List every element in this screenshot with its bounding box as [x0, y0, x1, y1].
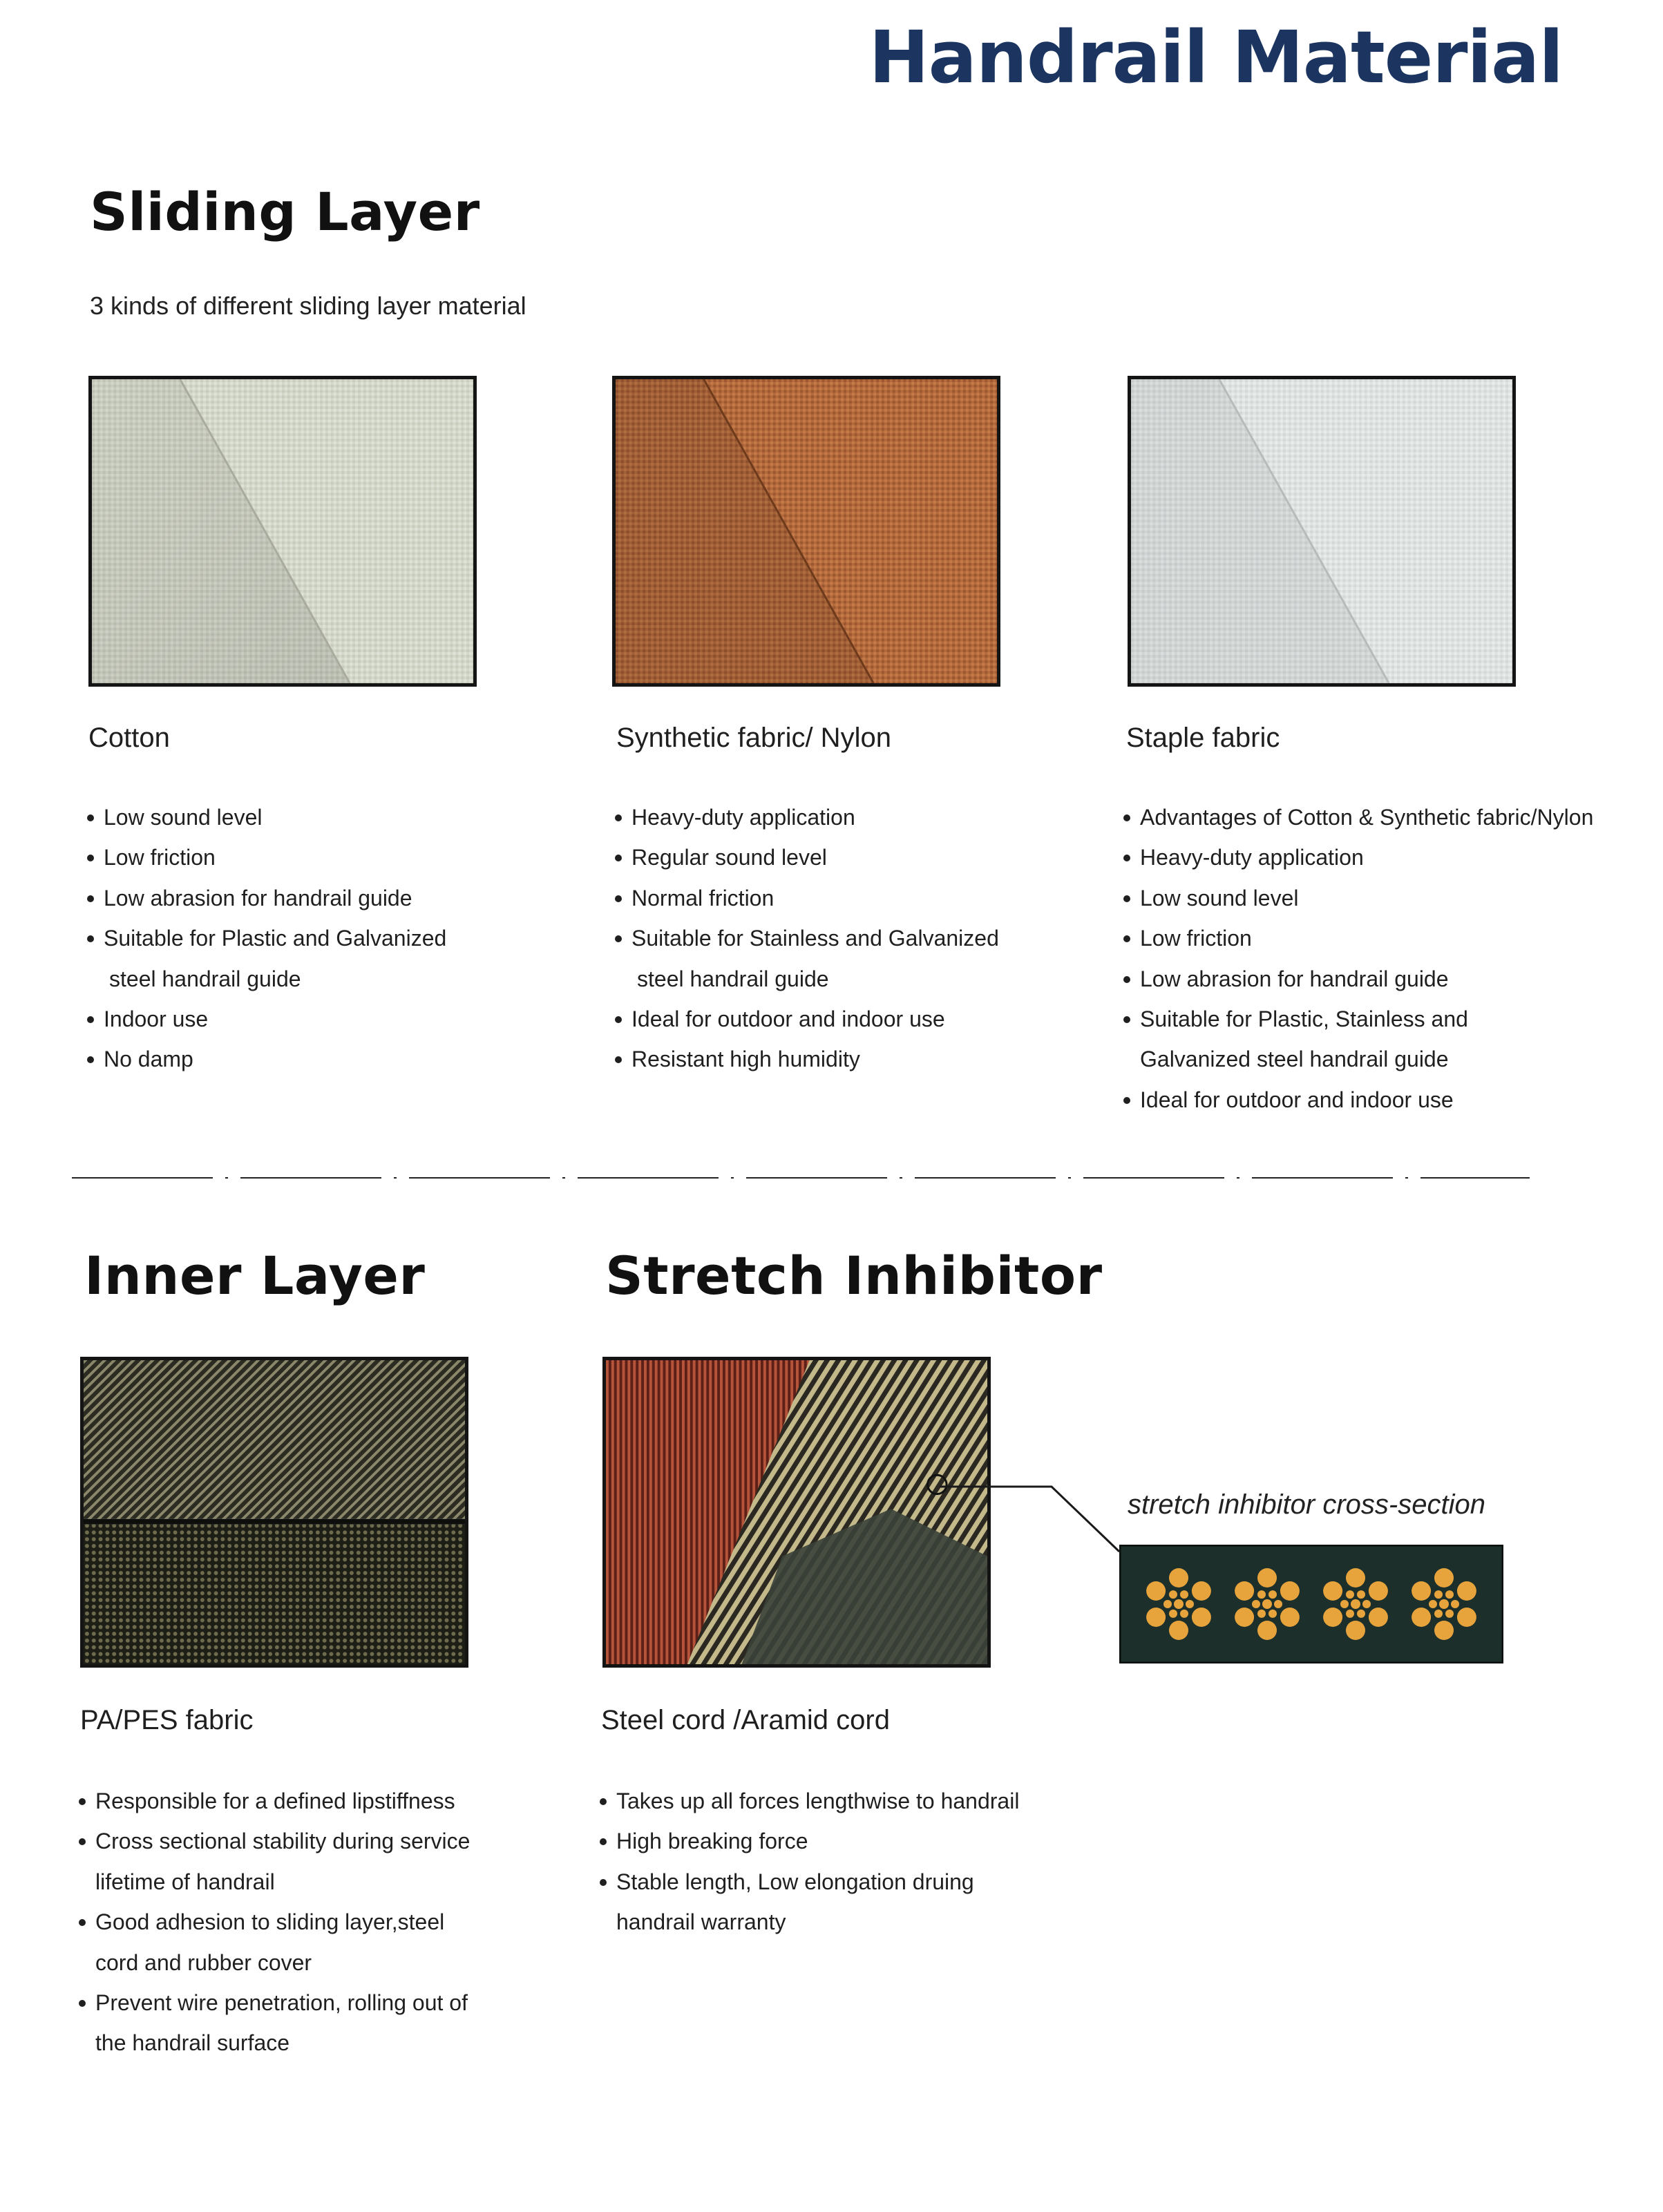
cord-strand [1323, 1608, 1342, 1627]
inner-layer-name: PA/PES fabric [80, 1705, 254, 1735]
list-item: Prevent wire penetration, rolling out of the handrail surface [79, 1983, 470, 2063]
cord-strand [1257, 1621, 1277, 1640]
list-item: Normal friction [615, 878, 999, 918]
cord-strand [1274, 1600, 1282, 1608]
stretch-inhibitor-feature-list [600, 1781, 1019, 1943]
staple-fabric-name: Staple fabric [1126, 723, 1280, 753]
list-item: Cross sectional stability during service lifetime of handrail [79, 1821, 470, 1902]
cord-strand [1351, 1599, 1360, 1609]
cotton-feature-list [87, 797, 446, 1080]
list-item: Suitable for Plastic, Stainless and Galvanized steel handrail guide [1123, 999, 1593, 1080]
cord-strand [1186, 1600, 1194, 1608]
steel-cord-image [602, 1357, 991, 1668]
staple-fabric-feature-list [1123, 797, 1593, 1120]
cord-strand [1280, 1581, 1300, 1601]
cross-section-label: stretch inhibitor cross-section [1128, 1489, 1485, 1520]
cord-strand [1192, 1581, 1211, 1601]
cross-section-svg [1119, 1545, 1503, 1663]
list-item: Low sound level [1123, 878, 1593, 918]
cord-strand [1257, 1568, 1277, 1588]
cord-strand [1174, 1599, 1184, 1609]
cord-strand [1346, 1590, 1354, 1599]
nylon-name: Synthetic fabric/ Nylon [616, 723, 891, 753]
list-item: Good adhesion to sliding layer,steel cord and rubber cover [79, 1902, 470, 1983]
cord-strand [1429, 1600, 1437, 1608]
sliding-layer-heading: Sliding Layer [90, 181, 480, 242]
cord-strand [1323, 1581, 1342, 1601]
cord-strand [1434, 1590, 1443, 1599]
list-item: Ideal for outdoor and indoor use [615, 999, 999, 1039]
cord-strand [1257, 1610, 1266, 1618]
list-item: High breaking force [600, 1821, 1019, 1861]
inner-layer-heading: Inner Layer [84, 1245, 426, 1306]
cord-strand [1257, 1590, 1266, 1599]
staple-fabric-swatch-image [1128, 376, 1516, 687]
cord-strand [1235, 1581, 1254, 1601]
cord-strand [1357, 1590, 1365, 1599]
cord-strand [1235, 1608, 1254, 1627]
list-item: Low abrasion for handrail guide [87, 878, 446, 918]
cord-strand [1346, 1568, 1365, 1588]
list-item: Suitable for Plastic and Galvanized steel handrail guide [87, 918, 446, 999]
cord-strand [1457, 1581, 1476, 1601]
list-item: Heavy-duty application [1123, 837, 1593, 877]
cotton-name: Cotton [88, 723, 170, 753]
cord-strand [1192, 1608, 1211, 1627]
cord-strand [1346, 1610, 1354, 1618]
list-item: Resistant high humidity [615, 1039, 999, 1079]
list-item: Low abrasion for handrail guide [1123, 959, 1593, 999]
list-item: Low friction [87, 837, 446, 877]
stretch-inhibitor-name: Steel cord /Aramid cord [601, 1705, 890, 1735]
cord-strand [1445, 1590, 1454, 1599]
cord-strand [1434, 1621, 1454, 1640]
cord-strand [1169, 1590, 1177, 1599]
list-item: Regular sound level [615, 837, 999, 877]
list-item: Indoor use [87, 999, 446, 1039]
list-item: Low sound level [87, 797, 446, 837]
cord-strand [1434, 1568, 1454, 1588]
list-item: Responsible for a defined lipstiffness [79, 1781, 470, 1821]
cord-strand [1163, 1600, 1172, 1608]
stretch-inhibitor-heading: Stretch Inhibitor [605, 1245, 1103, 1306]
sliding-layer-subtitle: 3 kinds of different sliding layer material [90, 292, 526, 320]
list-item: Stable length, Low elongation druing handrail warranty [600, 1862, 1019, 1943]
cotton-swatch-image [88, 376, 477, 687]
cord-strand [1169, 1621, 1188, 1640]
list-item: Low friction [1123, 918, 1593, 958]
list-item: Takes up all forces lengthwise to handrail [600, 1781, 1019, 1821]
cord-strand [1262, 1599, 1272, 1609]
cord-strand [1180, 1610, 1188, 1618]
cord-strand [1268, 1590, 1277, 1599]
cord-strand [1252, 1600, 1260, 1608]
list-item: Ideal for outdoor and indoor use [1123, 1080, 1593, 1120]
list-item: Advantages of Cotton & Synthetic fabric/Nylon [1123, 797, 1593, 837]
list-item: Heavy-duty application [615, 797, 999, 837]
cross-section-leader-line [940, 1478, 1147, 1554]
cord-strand [1280, 1608, 1300, 1627]
cord-strand [1362, 1600, 1371, 1608]
cord-strand [1451, 1600, 1459, 1608]
cord-strand [1340, 1600, 1349, 1608]
cord-strand [1180, 1590, 1188, 1599]
list-item: No damp [87, 1039, 446, 1079]
cord-strand [1369, 1608, 1388, 1627]
list-item: Suitable for Stainless and Galvanized steel handrail guide [615, 918, 999, 999]
inner-layer-fabric-image [80, 1357, 468, 1668]
cord-strand [1412, 1608, 1431, 1627]
cord-strand [1169, 1610, 1177, 1618]
nylon-swatch-image [612, 376, 1000, 687]
cord-strand [1357, 1610, 1365, 1618]
cord-strand [1412, 1581, 1431, 1601]
section-divider [72, 1176, 1530, 1180]
cord-strand [1434, 1610, 1443, 1618]
page-title: Handrail Material [868, 15, 1563, 99]
stretch-inhibitor-cross-section-diagram [1119, 1545, 1503, 1663]
cord-strand [1457, 1608, 1476, 1627]
cord-strand [1146, 1581, 1166, 1601]
cord-strand [1169, 1568, 1188, 1588]
cord-strand [1268, 1610, 1277, 1618]
inner-layer-feature-list [79, 1781, 470, 2063]
cord-strand [1439, 1599, 1449, 1609]
cord-strand [1346, 1621, 1365, 1640]
cord-strand [1445, 1610, 1454, 1618]
cord-strand [1146, 1608, 1166, 1627]
nylon-feature-list [615, 797, 999, 1080]
cord-strand [1369, 1581, 1388, 1601]
